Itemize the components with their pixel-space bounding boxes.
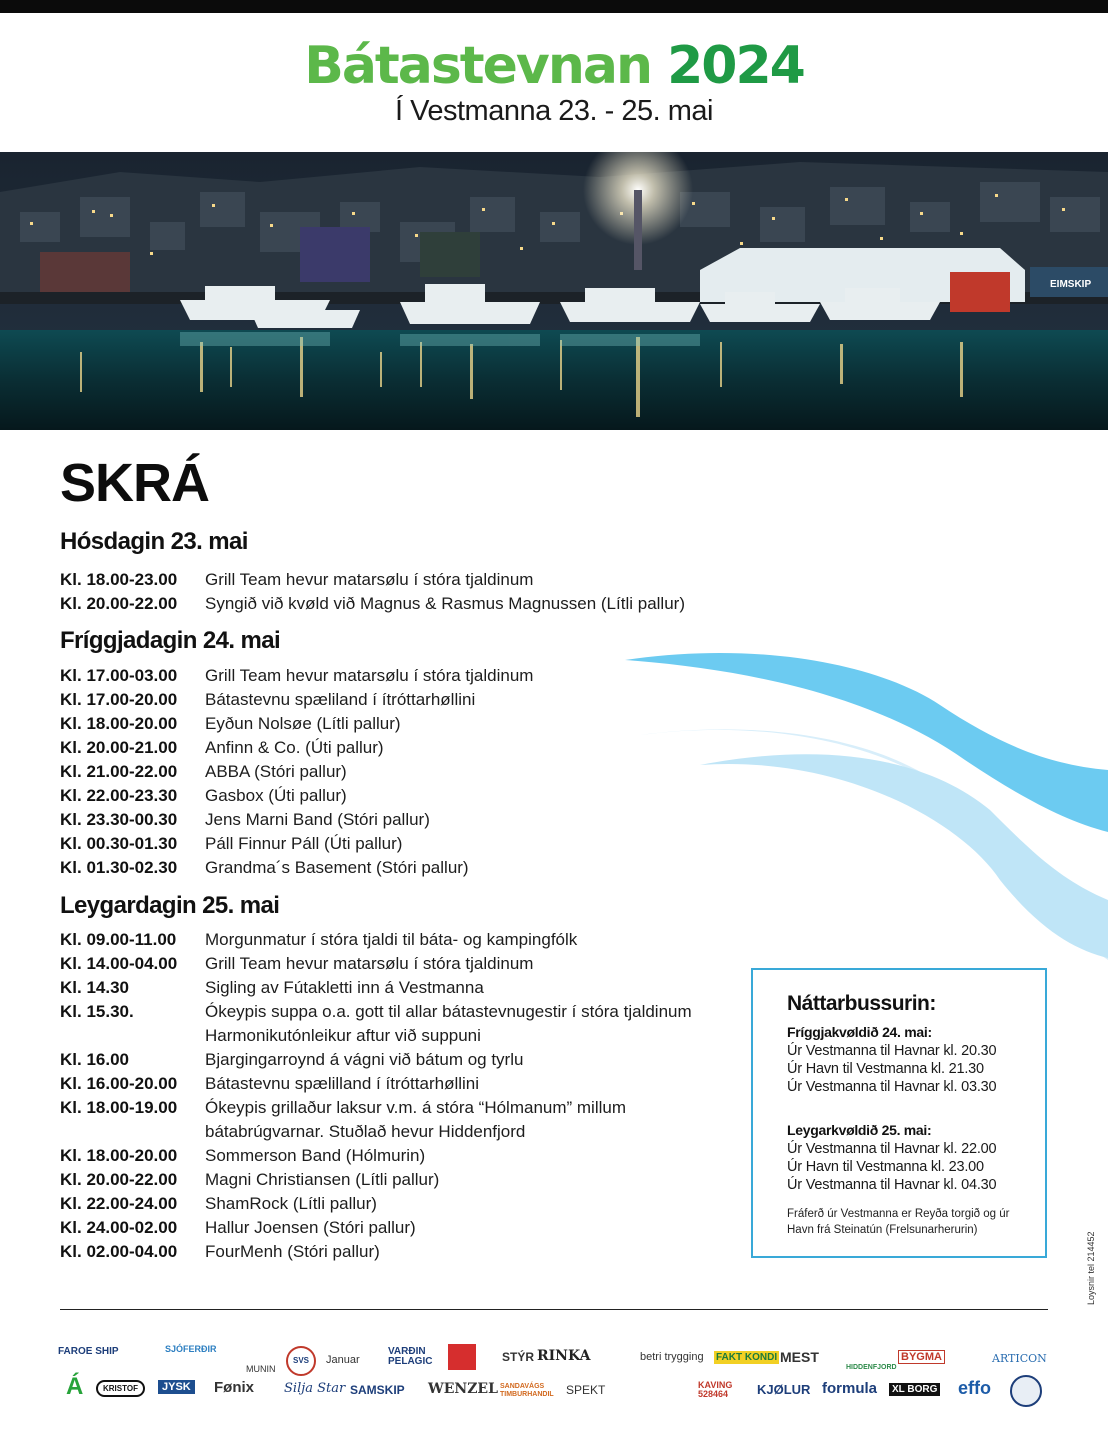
schedule-event: Sigling av Fútakletti inn á Vestmanna	[205, 978, 484, 997]
schedule-event: Hallur Joensen (Stóri pallur)	[205, 1218, 416, 1237]
night-bus-saturday-title: Leygarkvøldið 25. mai:	[787, 1122, 932, 1138]
sponsor-logo: JYSK	[158, 1380, 195, 1394]
schedule-time: Kl. 14.30	[60, 978, 129, 997]
day-title-saturday: Leygardagin 25. mai	[60, 892, 280, 919]
sponsor-logo: Januar	[326, 1354, 360, 1366]
night-bus-line: Úr Vestmanna til Havnar kl. 22.00	[787, 1141, 997, 1157]
schedule-event: Anfinn & Co. (Úti pallur)	[205, 738, 384, 757]
schedule-event: Grill Team hevur matarsølu í stóra tjaldinum	[205, 954, 534, 973]
schedule-event: Páll Finnur Páll (Úti pallur)	[205, 834, 403, 853]
schedule-event: Ókeypis suppa o.a. gott til allar bátastevnugestir í stóra tjaldinum	[205, 1002, 692, 1021]
schedule-event: Eyðun Nolsøe (Lítli pallur)	[205, 714, 401, 733]
schedule-event: Sommerson Band (Hólmurin)	[205, 1146, 426, 1165]
sponsor-logo: MUNIN	[246, 1364, 276, 1374]
schedule-time: Kl. 02.00-04.00	[60, 1242, 178, 1261]
sponsor-logo: Silja Star	[284, 1381, 346, 1396]
schedule-event: Gasbox (Úti pallur)	[205, 786, 347, 805]
schedule-event: Syngið við kvøld við Magnus & Rasmus Magnussen (Lítli pallur)	[205, 594, 685, 613]
schedule-time: Kl. 15.30.	[60, 1002, 134, 1021]
schedule-event: Jens Marni Band (Stóri pallur)	[205, 810, 430, 829]
night-bus-line: Úr Vestmanna til Havnar kl. 04.30	[787, 1177, 997, 1193]
sponsor-logo: KRISTOF	[96, 1380, 145, 1397]
night-bus-line: Úr Havn til Vestmanna kl. 21.30	[787, 1061, 984, 1077]
sponsor-logo: effo	[958, 1378, 991, 1398]
schedule-time: Kl. 18.00-23.00	[60, 570, 178, 589]
schedule-event: Magni Christiansen (Lítli pallur)	[205, 1170, 440, 1189]
sponsor-logo: SJÓFERÐIR	[165, 1344, 217, 1354]
wave-blue-band	[625, 653, 1108, 832]
sponsor-logo: XL BORG	[889, 1383, 940, 1396]
sponsor-logo: RINKA	[537, 1348, 591, 1364]
title-year: 2024	[667, 36, 804, 96]
schedule-event: ABBA (Stóri pallur)	[205, 762, 347, 781]
schedule-event: Bátastevnu spæliland í ítróttarhøllini	[205, 690, 476, 709]
schedule-time: Kl. 18.00-19.00	[60, 1098, 178, 1117]
night-bus-title: Náttarbussurin:	[787, 992, 936, 1015]
schedule-time: Kl. 09.00-11.00	[60, 930, 177, 949]
schedule-time: Kl. 20.00-22.00	[60, 594, 178, 613]
sponsor-logo: Á	[66, 1373, 84, 1400]
schedule-time: Kl. 18.00-20.00	[60, 714, 178, 733]
sponsor-logo: VARÐIN PELAGIC	[388, 1346, 433, 1367]
schedule-time: Kl. 24.00-02.00	[60, 1218, 178, 1237]
schedule-event: Grill Team hevur matarsølu í stóra tjaldinum	[205, 666, 534, 685]
schedule-time: Kl. 21.00-22.00	[60, 762, 178, 781]
schedule-time: Kl. 22.00-23.30	[60, 786, 178, 805]
sponsor-logo: KAVING 528464	[698, 1380, 733, 1399]
day-title-friday: Fríggjadagin 24. mai	[60, 627, 281, 654]
schedule-time: Kl. 22.00-24.00	[60, 1194, 178, 1213]
schedule-time: Kl. 16.00	[60, 1050, 129, 1069]
sponsor-logo: FAROE SHIP	[58, 1346, 119, 1357]
schedule-time: Kl. 00.30-01.30	[60, 834, 178, 853]
schedule-event: FourMenh (Stóri pallur)	[205, 1242, 380, 1261]
night-bus-box	[751, 968, 1047, 1258]
schedule-time: Kl. 17.00-03.00	[60, 666, 178, 685]
schedule-time: Kl. 01.30-02.30	[60, 858, 178, 877]
schedule-time: Kl. 20.00-22.00	[60, 1170, 178, 1189]
sponsor-logo: KJØLUR	[757, 1382, 811, 1397]
sponsor-logo-round-emblem	[1010, 1375, 1042, 1407]
schedule-time: Kl. 16.00-20.00	[60, 1074, 178, 1093]
night-bus-friday-title: Fríggjakvøldið 24. mai:	[787, 1024, 932, 1040]
sponsor-logo: SVS	[286, 1346, 316, 1376]
schedule-event: Grandma´s Basement (Stóri pallur)	[205, 858, 469, 877]
night-bus-note: Fráferð úr Vestmanna er Reyða torgið og úr Havn frá Steinatún (Frelsunarherurin)	[787, 1208, 1010, 1236]
sponsor-logo: SAMSKIP	[350, 1383, 405, 1397]
night-bus-line: Úr Havn til Vestmanna kl. 23.00	[787, 1159, 984, 1175]
event-title	[0, 36, 1108, 96]
night-bus-line: Úr Vestmanna til Havnar kl. 03.30	[787, 1079, 997, 1095]
schedule-event: Harmonikutónleikur aftur við suppuni	[205, 1026, 481, 1045]
sponsor-logo: SPEKT	[566, 1383, 606, 1397]
night-bus-line: Úr Vestmanna til Havnar kl. 20.30	[787, 1043, 997, 1059]
eimskip-sign: EIMSKIP	[1050, 279, 1092, 290]
schedule-time: Kl. 17.00-20.00	[60, 690, 178, 709]
sponsor-logo: WENZEL	[428, 1381, 498, 1397]
schedule-event: Bjargingarroynd á vágni við bátum og tyrlu	[205, 1050, 524, 1069]
sponsor-logo: BYGMA	[898, 1350, 945, 1364]
sponsor-logo: FAKT KONDI	[716, 1352, 778, 1363]
sponsor-logo: Fønix	[214, 1379, 254, 1396]
sponsor-logo: STÝR	[502, 1350, 535, 1364]
schedule-time: Kl. 18.00-20.00	[60, 1146, 178, 1165]
footer-divider	[60, 1309, 1048, 1310]
sponsor-logo: MEST	[780, 1349, 819, 1365]
schedule-event: ShamRock (Lítli pallur)	[205, 1194, 377, 1213]
program-heading: SKRÁ	[60, 453, 210, 513]
schedule-event: Ókeypis grillaður laksur v.m. á stóra “Hólmanum” millum	[205, 1098, 627, 1117]
sponsor-logo: HIDDENFJORD	[846, 1364, 897, 1371]
schedule-event: Grill Team hevur matarsølu í stóra tjaldinum	[205, 570, 534, 589]
sponsor-logo-red-square	[448, 1344, 476, 1370]
harbour-night-photo	[0, 152, 1108, 430]
sponsor-logo: SANDAVÁGS TIMBURHANDIL	[500, 1383, 554, 1398]
schedule-event: Bátastevnu spælilland í ítróttarhøllini	[205, 1074, 480, 1093]
event-subtitle: Í Vestmanna 23. - 25. mai	[395, 95, 713, 127]
schedule-event: bátabrúgvarnar. Stuðlað hevur Hiddenfjord	[205, 1122, 526, 1141]
schedule-time: Kl. 23.30-00.30	[60, 810, 178, 829]
side-print-code: Loysnir tel 214452	[1086, 1231, 1096, 1305]
sponsor-logo: betri trygging	[640, 1351, 704, 1363]
sponsor-logo: formula	[822, 1380, 878, 1397]
day-title-thursday: Hósdagin 23. mai	[60, 528, 248, 555]
title-word: Bátastevnan	[304, 36, 651, 96]
schedule-time: Kl. 14.00-04.00	[60, 954, 178, 973]
sponsor-logo: ARTICON	[992, 1352, 1047, 1365]
schedule-event: Morgunmatur í stóra tjaldi til báta- og kampingfólk	[205, 930, 578, 949]
schedule-time: Kl. 20.00-21.00	[60, 738, 178, 757]
